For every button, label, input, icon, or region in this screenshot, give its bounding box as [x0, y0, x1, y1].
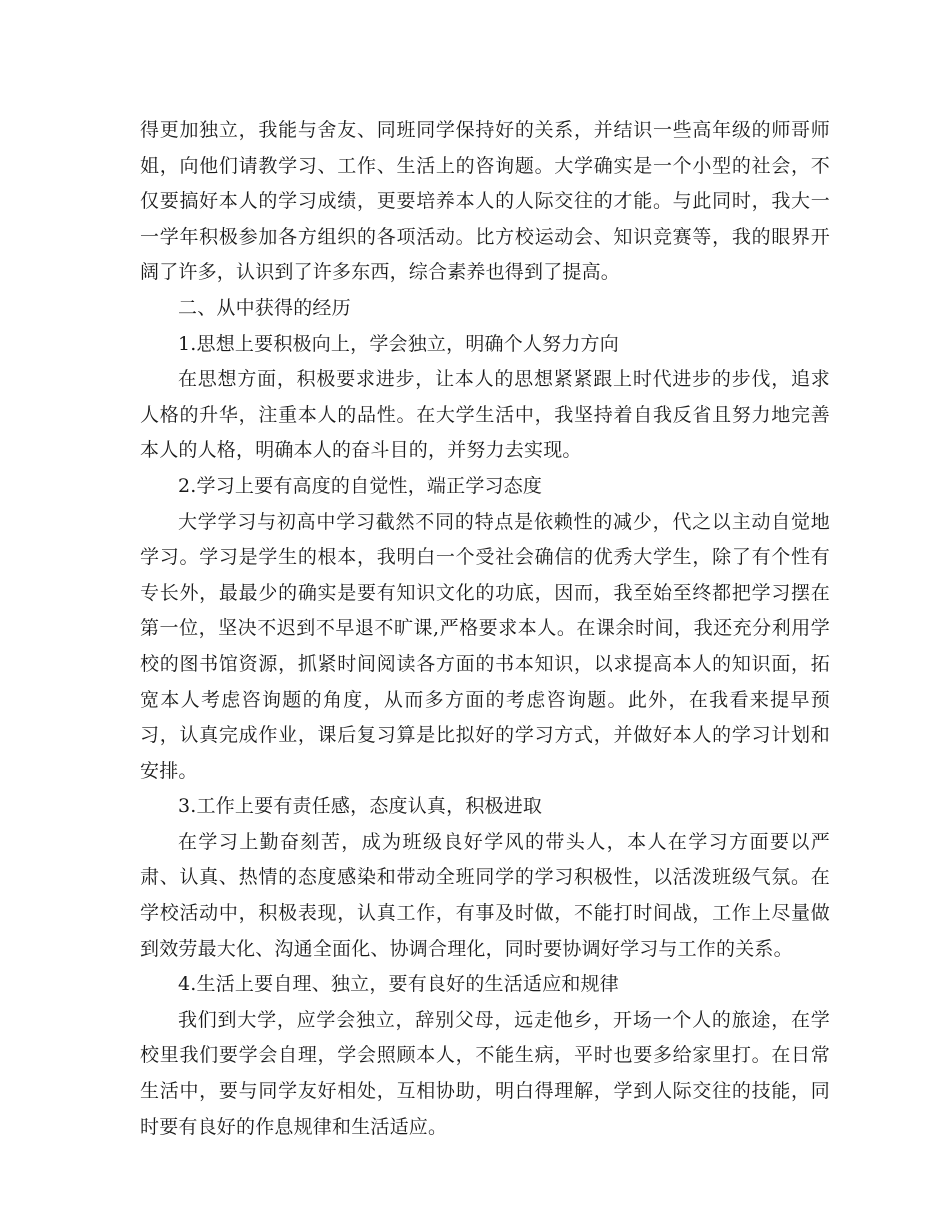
subheading-study: 2.学习上要有高度的自觉性，端正学习态度: [178, 474, 543, 497]
section-heading-experience: 二、从中获得的经历: [178, 296, 351, 319]
subheading-life: 4.生活上要自理、独立，要有良好的生活适应和规律: [178, 973, 619, 996]
paragraph-study: 大学学习与初高中学习截然不同的特点是依赖性的减少，代之以主动自觉地学习。学习是学生的根本，我明白一个受社会确信的优秀大学生，除了有个性有专长外，最最少的确实是要有知识文化的功底，因而，我至始至终都把学习摆在第一位，坚决不迟到不早退不旷课,严格要求本人。在课余时间，我还充分利用学校的图书馆资源，抓紧时间阅读各方面的书本知识，以求提高本人的知识面，拓宽本人考虑咨询题的角度，从而多方面的考虑咨询题。此外，在我看来提早预习，认真完成作业，课后复习算是比拟好的学习方式，并做好本人的学习计划和安排。: [140, 510, 830, 782]
subheading-work: 3.工作上要有责任感，态度认真，积极进取: [178, 795, 543, 818]
paragraph-life: 我们到大学，应学会独立，辞别父母，远走他乡，开场一个人的旅途，在学校里我们要学会自理，学会照顾本人，不能生病，平时也要多给家里打。在日常生活中，要与同学友好相处，互相协助，明白得理解，学到人际交往的技能，同时要有良好的作息规律和生活适应。: [140, 1008, 830, 1138]
subheading-thought: 1.思想上要积极向上，学会独立，明确个人努力方向: [178, 332, 619, 355]
document-body: [140, 113, 830, 1145]
paragraph-intro-continuation: 得更加独立，我能与舍友、同班同学保持好的关系，并结识一些高年级的师哥师姐，向他们请教学习、工作、生活上的咨询题。大学确实是一个小型的社会，不仅要搞好本人的学习成绩，更要培养本人的人际交往的才能。与此同时，我大一一学年积极参加各方组织的各项活动。比方校运动会、知识竞赛等，我的眼界开阔了许多，认识到了许多东西，综合素养也得到了提高。: [140, 119, 830, 284]
paragraph-thought: 在思想方面，积极要求进步，让本人的思想紧紧跟上时代进步的步伐，追求人格的升华，注重本人的品性。在大学生活中，我坚持着自我反省且努力地完善本人的人格，明确本人的奋斗目的，并努力去实现。: [140, 368, 830, 462]
paragraph-work: 在学习上勤奋刻苦，成为班级良好学风的带头人，本人在学习方面要以严肃、认真、热情的态度感染和带动全班同学的学习积极性，以活泼班级气氛。在学校活动中，积极表现，认真工作，有事及时做，不能打时间战，工作上尽量做到效劳最大化、沟通全面化、协调合理化，同时要协调好学习与工作的关系。: [140, 830, 830, 960]
